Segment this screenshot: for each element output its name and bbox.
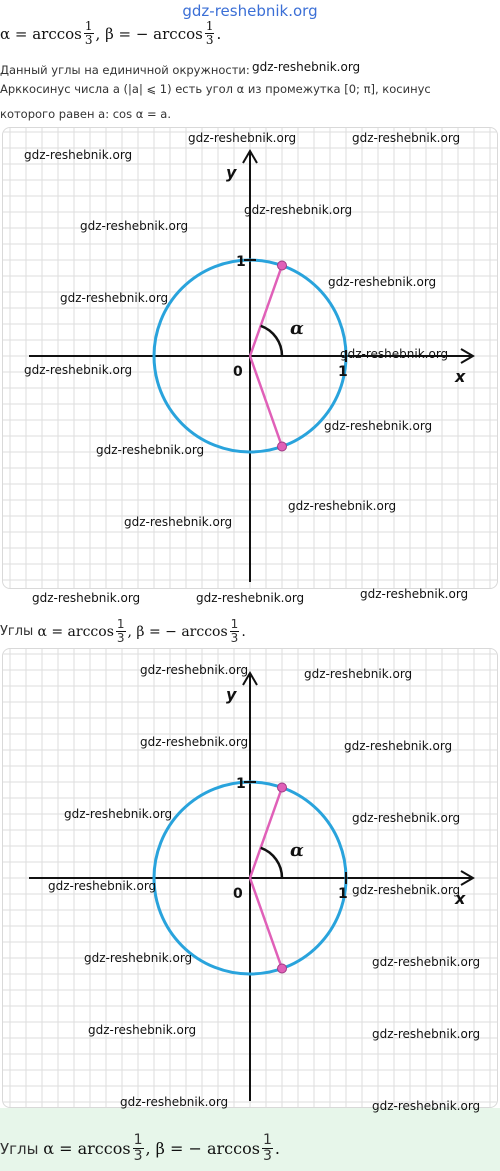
watermark: gdz-reshebnik.org xyxy=(372,1099,481,1113)
watermark: gdz-reshebnik.org xyxy=(360,587,469,601)
watermark: gdz-reshebnik.org xyxy=(84,951,193,965)
site-header-watermark: gdz-reshebnik.org xyxy=(182,2,318,20)
watermark: gdz-reshebnik.org xyxy=(352,883,461,897)
x-axis-label: x xyxy=(455,889,466,908)
watermark: gdz-reshebnik.org xyxy=(140,735,249,749)
text-line-2: Арккосинус числа a (|a| ⩽ 1) есть угол α из промежутка [0; π], косинус xyxy=(0,82,431,96)
watermark: gdz-reshebnik.org xyxy=(328,275,437,289)
watermark: gdz-reshebnik.org xyxy=(188,131,297,145)
point-beta xyxy=(278,442,287,451)
watermark: gdz-reshebnik.org xyxy=(64,807,173,821)
point-alpha xyxy=(278,261,287,270)
watermark: gdz-reshebnik.org xyxy=(48,879,157,893)
point-alpha xyxy=(278,783,287,792)
watermark: gdz-reshebnik.org xyxy=(304,667,413,681)
watermark: gdz-reshebnik.org xyxy=(288,499,397,513)
top-formula: α = arccos $\frac{1}{3}$ , β = − arccos $\frac{1}{3}$ . xyxy=(0,19,222,47)
watermark: gdz-reshebnik.org xyxy=(96,443,205,457)
angle-arc xyxy=(261,326,282,356)
watermark: gdz-reshebnik.org xyxy=(372,1027,481,1041)
y-axis-label: y xyxy=(226,685,237,704)
fraction: $\frac{1}{3}$ xyxy=(133,1132,143,1164)
watermark: gdz-reshebnik.org xyxy=(32,591,141,605)
caption-1: Углы α = arccos $\frac{1}{3}$ , β = − arccos $\frac{1}{3}$ . xyxy=(0,617,246,645)
formula-beta: , β = − arccos xyxy=(95,24,203,43)
watermark: gdz-reshebnik.org xyxy=(352,811,461,825)
fraction: $\frac{1}{3}$ xyxy=(205,19,214,47)
y-tick-label: 1 xyxy=(236,254,246,270)
y-tick-label: 1 xyxy=(236,776,246,792)
watermark: gdz-reshebnik.org xyxy=(124,515,233,529)
text-line-3: которого равен a: cos α = a. xyxy=(0,107,171,121)
watermark: gdz-reshebnik.org xyxy=(340,347,449,361)
watermark: gdz-reshebnik.org xyxy=(196,591,305,605)
fraction: $\frac{1}{3}$ xyxy=(84,19,93,47)
caption-2: Углы α = arccos $\frac{1}{3}$ , β = − arccos $\frac{1}{3}$ . xyxy=(0,1132,280,1164)
alpha-label: α xyxy=(290,840,304,861)
watermark: gdz-reshebnik.org xyxy=(24,148,133,162)
angle-arc xyxy=(261,848,282,878)
x-tick-label: 1 xyxy=(338,886,348,902)
fraction: $\frac{1}{3}$ xyxy=(116,617,125,645)
point-beta xyxy=(278,964,287,973)
fraction: $\frac{1}{3}$ xyxy=(230,617,239,645)
x-tick-label: 1 xyxy=(338,364,348,380)
watermark: gdz-reshebnik.org xyxy=(88,1023,197,1037)
text-line-1: Данный углы на единичной окружности: xyxy=(0,63,250,77)
watermark: gdz-reshebnik.org xyxy=(372,955,481,969)
watermark: gdz-reshebnik.org xyxy=(120,1095,229,1109)
y-axis-label: y xyxy=(226,163,237,182)
formula-alpha: α = arccos xyxy=(0,24,82,43)
watermark: gdz-reshebnik.org xyxy=(80,219,189,233)
watermark: gdz-reshebnik.org xyxy=(352,131,461,145)
watermark: gdz-reshebnik.org xyxy=(244,203,353,217)
fraction: $\frac{1}{3}$ xyxy=(262,1132,272,1164)
x-axis-label: x xyxy=(455,367,466,386)
watermark: gdz-reshebnik.org xyxy=(140,663,249,677)
watermark: gdz-reshebnik.org xyxy=(324,419,433,433)
alpha-label: α xyxy=(290,318,304,339)
origin-label: 0 xyxy=(233,886,243,902)
watermark: gdz-reshebnik.org xyxy=(252,60,361,74)
watermark: gdz-reshebnik.org xyxy=(24,363,133,377)
origin-label: 0 xyxy=(233,364,243,380)
watermark: gdz-reshebnik.org xyxy=(344,739,453,753)
watermark: gdz-reshebnik.org xyxy=(60,291,169,305)
